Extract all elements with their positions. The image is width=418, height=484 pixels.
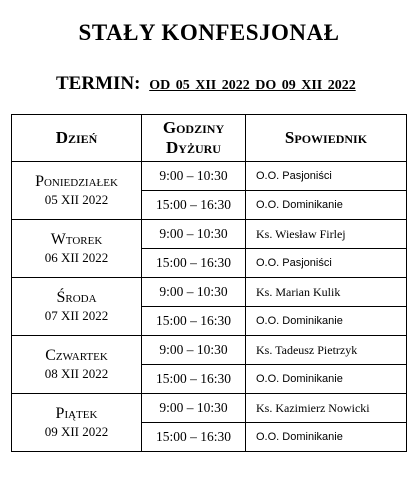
confessor-cell: Ks. Wiesław Firlej: [246, 220, 407, 249]
term-line: [56, 73, 356, 95]
time-cell: 9:00 – 10:30: [142, 162, 246, 191]
table-row: [12, 336, 407, 365]
day-cell: [12, 394, 142, 452]
time-cell: 15:00 – 16:30: [142, 423, 246, 452]
time-cell: 9:00 – 10:30: [142, 220, 246, 249]
header-day: Dzień: [12, 115, 142, 162]
time-cell: 9:00 – 10:30: [142, 336, 246, 365]
header-hours-line1: Godziny: [162, 118, 225, 137]
day-name: Środa: [56, 288, 97, 306]
day-date: 06 XII 2022: [44, 249, 109, 265]
header-row: [12, 115, 407, 162]
time-cell: 15:00 – 16:30: [142, 307, 246, 336]
confessor-cell: Ks. Tadeusz Pietrzyk: [246, 336, 407, 365]
table-row: [12, 220, 407, 249]
day-cell: [12, 220, 142, 278]
term-label: TERMIN:: [56, 73, 141, 94]
time-cell: 9:00 – 10:30: [142, 278, 246, 307]
day-date: 09 XII 2022: [44, 423, 109, 439]
day-cell: [12, 162, 142, 220]
schedule-body: [12, 162, 407, 452]
day-date: 07 XII 2022: [44, 307, 109, 323]
page-title: STAŁY KONFESJONAŁ: [78, 20, 340, 45]
day-cell: [12, 336, 142, 394]
term-dates: OD 05 XII 2022 DO 09 XII 2022: [149, 78, 356, 93]
confessor-cell: O.O. Dominikanie: [246, 423, 407, 452]
header-confessor: Spowiednik: [246, 115, 407, 162]
schedule-table: [11, 114, 407, 452]
confessor-cell: O.O. Pasjoniści: [246, 162, 407, 191]
confessor-cell: Ks. Kazimierz Nowicki: [246, 394, 407, 423]
day-date: 05 XII 2022: [44, 191, 109, 207]
time-cell: 15:00 – 16:30: [142, 365, 246, 394]
day-date: 08 XII 2022: [44, 365, 109, 381]
confessor-cell: O.O. Dominikanie: [246, 365, 407, 394]
confessor-cell: O.O. Dominikanie: [246, 191, 407, 220]
header-hours: [142, 115, 246, 162]
time-cell: 15:00 – 16:30: [142, 249, 246, 278]
day-name: Wtorek: [50, 230, 103, 248]
table-row: [12, 162, 407, 191]
confessor-cell: Ks. Marian Kulik: [246, 278, 407, 307]
time-cell: 9:00 – 10:30: [142, 394, 246, 423]
header-hours-line2: Dyżuru: [166, 138, 221, 157]
day-name: Poniedziałek: [35, 172, 118, 190]
table-row: [12, 394, 407, 423]
time-cell: 15:00 – 16:30: [142, 191, 246, 220]
day-name: Piątek: [55, 404, 98, 422]
confessor-cell: O.O. Pasjoniści: [246, 249, 407, 278]
day-name: Czwartek: [45, 346, 108, 364]
confessor-cell: O.O. Dominikanie: [246, 307, 407, 336]
table-row: [12, 278, 407, 307]
day-cell: [12, 278, 142, 336]
